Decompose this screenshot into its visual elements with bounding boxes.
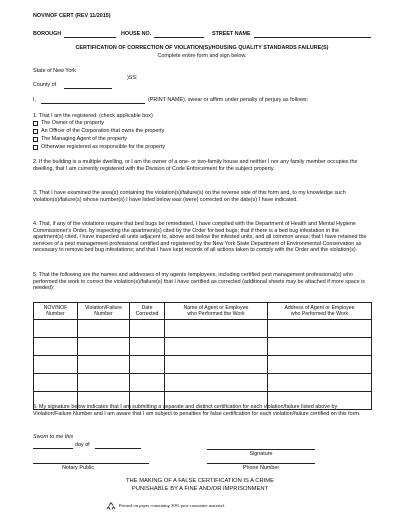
recycle-icon [106, 501, 116, 511]
form-title: CERTIFICATION OF CORRECTION OF VIOLATION(S)/HOUSING QUALITY STANDARDS FAILURE(S) [75, 45, 329, 51]
item-5-text: 5. That the following are the names and addresses of my agents /employees, including certified pest management professional(s) who performed the work to correct the violation(s)/failure(s) that I have certified as corrected (additional sheets may be attached if more space is needed): [33, 272, 365, 292]
day-of-label: day of [75, 442, 90, 448]
checkbox-otherwise[interactable] [33, 145, 38, 150]
checkbox-otherwise-label: Otherwise registered as responsible for the property [41, 144, 166, 150]
venue-ss: )SS: [127, 75, 138, 81]
table-cell[interactable] [165, 374, 268, 392]
table-row [34, 320, 372, 338]
table-cell[interactable] [34, 338, 78, 356]
item-1-text: 1. That I am the registered: (check applicable box) [33, 113, 153, 119]
warning-line-2: PUNISHABLE BY A FINE AND/OR IMPRISONMENT [131, 486, 269, 492]
table-cell[interactable] [268, 374, 372, 392]
table-cell[interactable] [34, 356, 78, 374]
house-no-field[interactable] [154, 37, 204, 38]
table-header-row [34, 303, 372, 320]
table-cell[interactable] [34, 320, 78, 338]
col-agent-name: Name of Agent or Employee who Performed the Work [165, 303, 268, 320]
item-6-text: 6. My signature below indicates that I am submitting a separate and distinct certification for each violation/failure listed above by Violation/Failure Number and I am aware that I am subject to penalties for false certification for each violation/failure certified on this form. [33, 404, 361, 417]
notary-field[interactable] [33, 463, 149, 464]
table-cell[interactable] [78, 356, 130, 374]
notary-label: Notary Public [61, 465, 95, 471]
signature-field[interactable] [207, 449, 315, 450]
county-field[interactable] [64, 88, 112, 89]
col-agent-address: Address of Agent or Employee who Performed the Work [268, 303, 372, 320]
table-row [34, 356, 372, 374]
checkbox-officer-label: An Officer of the Corporation that owns the property [41, 128, 165, 134]
col-date-corrected: Date Corrected [130, 303, 165, 320]
form-id: NOV/NOF CERT (REV 11/2015) [33, 13, 111, 19]
sworn-day-field[interactable] [33, 448, 73, 449]
sworn-label: Sworn to me this [33, 434, 74, 440]
table-cell[interactable] [268, 356, 372, 374]
sworn-month-field[interactable] [95, 448, 141, 449]
col-nov-nof-number: NOV/NOF Number [34, 303, 78, 320]
table-cell[interactable] [34, 374, 78, 392]
street-name-field[interactable] [254, 37, 371, 38]
table-cell[interactable] [130, 356, 165, 374]
item-3-text: 3. That I have examined the area(s) containing the violation(s)/failure(s) on the reverse side of this form and, to my knowledge such violation(s)/failure(s) whose number(s) I have listed below was (were) corrected on the date(s) I have indicated. [33, 190, 346, 203]
table-cell[interactable] [268, 338, 372, 356]
table-cell[interactable] [78, 320, 130, 338]
phone-label: Phone Number [242, 465, 280, 471]
table-cell[interactable] [130, 338, 165, 356]
agents-table [33, 302, 372, 410]
table-cell[interactable] [130, 374, 165, 392]
borough-field[interactable] [64, 37, 116, 38]
signature-label: Signature [249, 451, 273, 457]
item-2-text: 2. If the building is a multiple dwelling, or I am the owner of a one- or two-family house and neither I nor any family member occupies the dwelling, that I am currently registered with the Division of Code Enforcement for the subject property. [33, 159, 358, 172]
phone-field[interactable] [207, 463, 315, 464]
borough-label: BOROUGH [33, 31, 62, 37]
checkbox-owner-label: The Owner of the property [41, 120, 104, 126]
street-name-label: STREET NAME [212, 31, 251, 37]
venue-county-label: County of [33, 82, 57, 88]
table-cell[interactable] [130, 320, 165, 338]
swear-prefix: I, [33, 97, 36, 103]
recycled-note: Printed on paper containing 30% post-consumer material. [119, 503, 226, 508]
table-cell[interactable] [165, 338, 268, 356]
table-row [34, 338, 372, 356]
warning-line-1: THE MAKING OF A FALSE CERTIFICATION IS A CRIME [126, 478, 274, 484]
swear-suffix: (PRINT NAME), swear or affirm under penalty of perjury as follows: [148, 97, 309, 103]
table-cell[interactable] [165, 356, 268, 374]
col-violation-number: Violation/Failure Number [78, 303, 130, 320]
checkbox-officer[interactable] [33, 129, 38, 134]
table-cell[interactable] [268, 320, 372, 338]
table-row [34, 374, 372, 392]
print-name-field[interactable] [41, 103, 145, 104]
house-no-label: HOUSE NO. [121, 31, 152, 37]
table-cell[interactable] [165, 320, 268, 338]
venue-state: State of New York [33, 68, 76, 74]
checkbox-owner[interactable] [33, 121, 38, 126]
item-4-text: 4. That, if any of the violations require that bed bugs be remediated, I have complied with the Department of Health and Mental Hygiene Commissioner's Order, by inspecting the apartment(s) cited by the Order for bed bugs; that if there is a bed bug infestation in the apartment(s) cited, I have inspected all units adjacent to, above and below the infested units, and all common areas; that I have retained the services of a pest management professional certified and registered by the New York State Department of Environmental Conservation as necessary to remove bed bug infestations; and that I have kept records of all actions taken to comply with the Order and the violation(s). [33, 221, 367, 254]
checkbox-managing-agent[interactable] [33, 137, 38, 142]
table-cell[interactable] [78, 338, 130, 356]
table-cell[interactable] [78, 374, 130, 392]
form-subtitle: Complete entire form and sign below. [157, 53, 247, 59]
checkbox-managing-agent-label: The Managing Agent of the property [41, 136, 128, 142]
